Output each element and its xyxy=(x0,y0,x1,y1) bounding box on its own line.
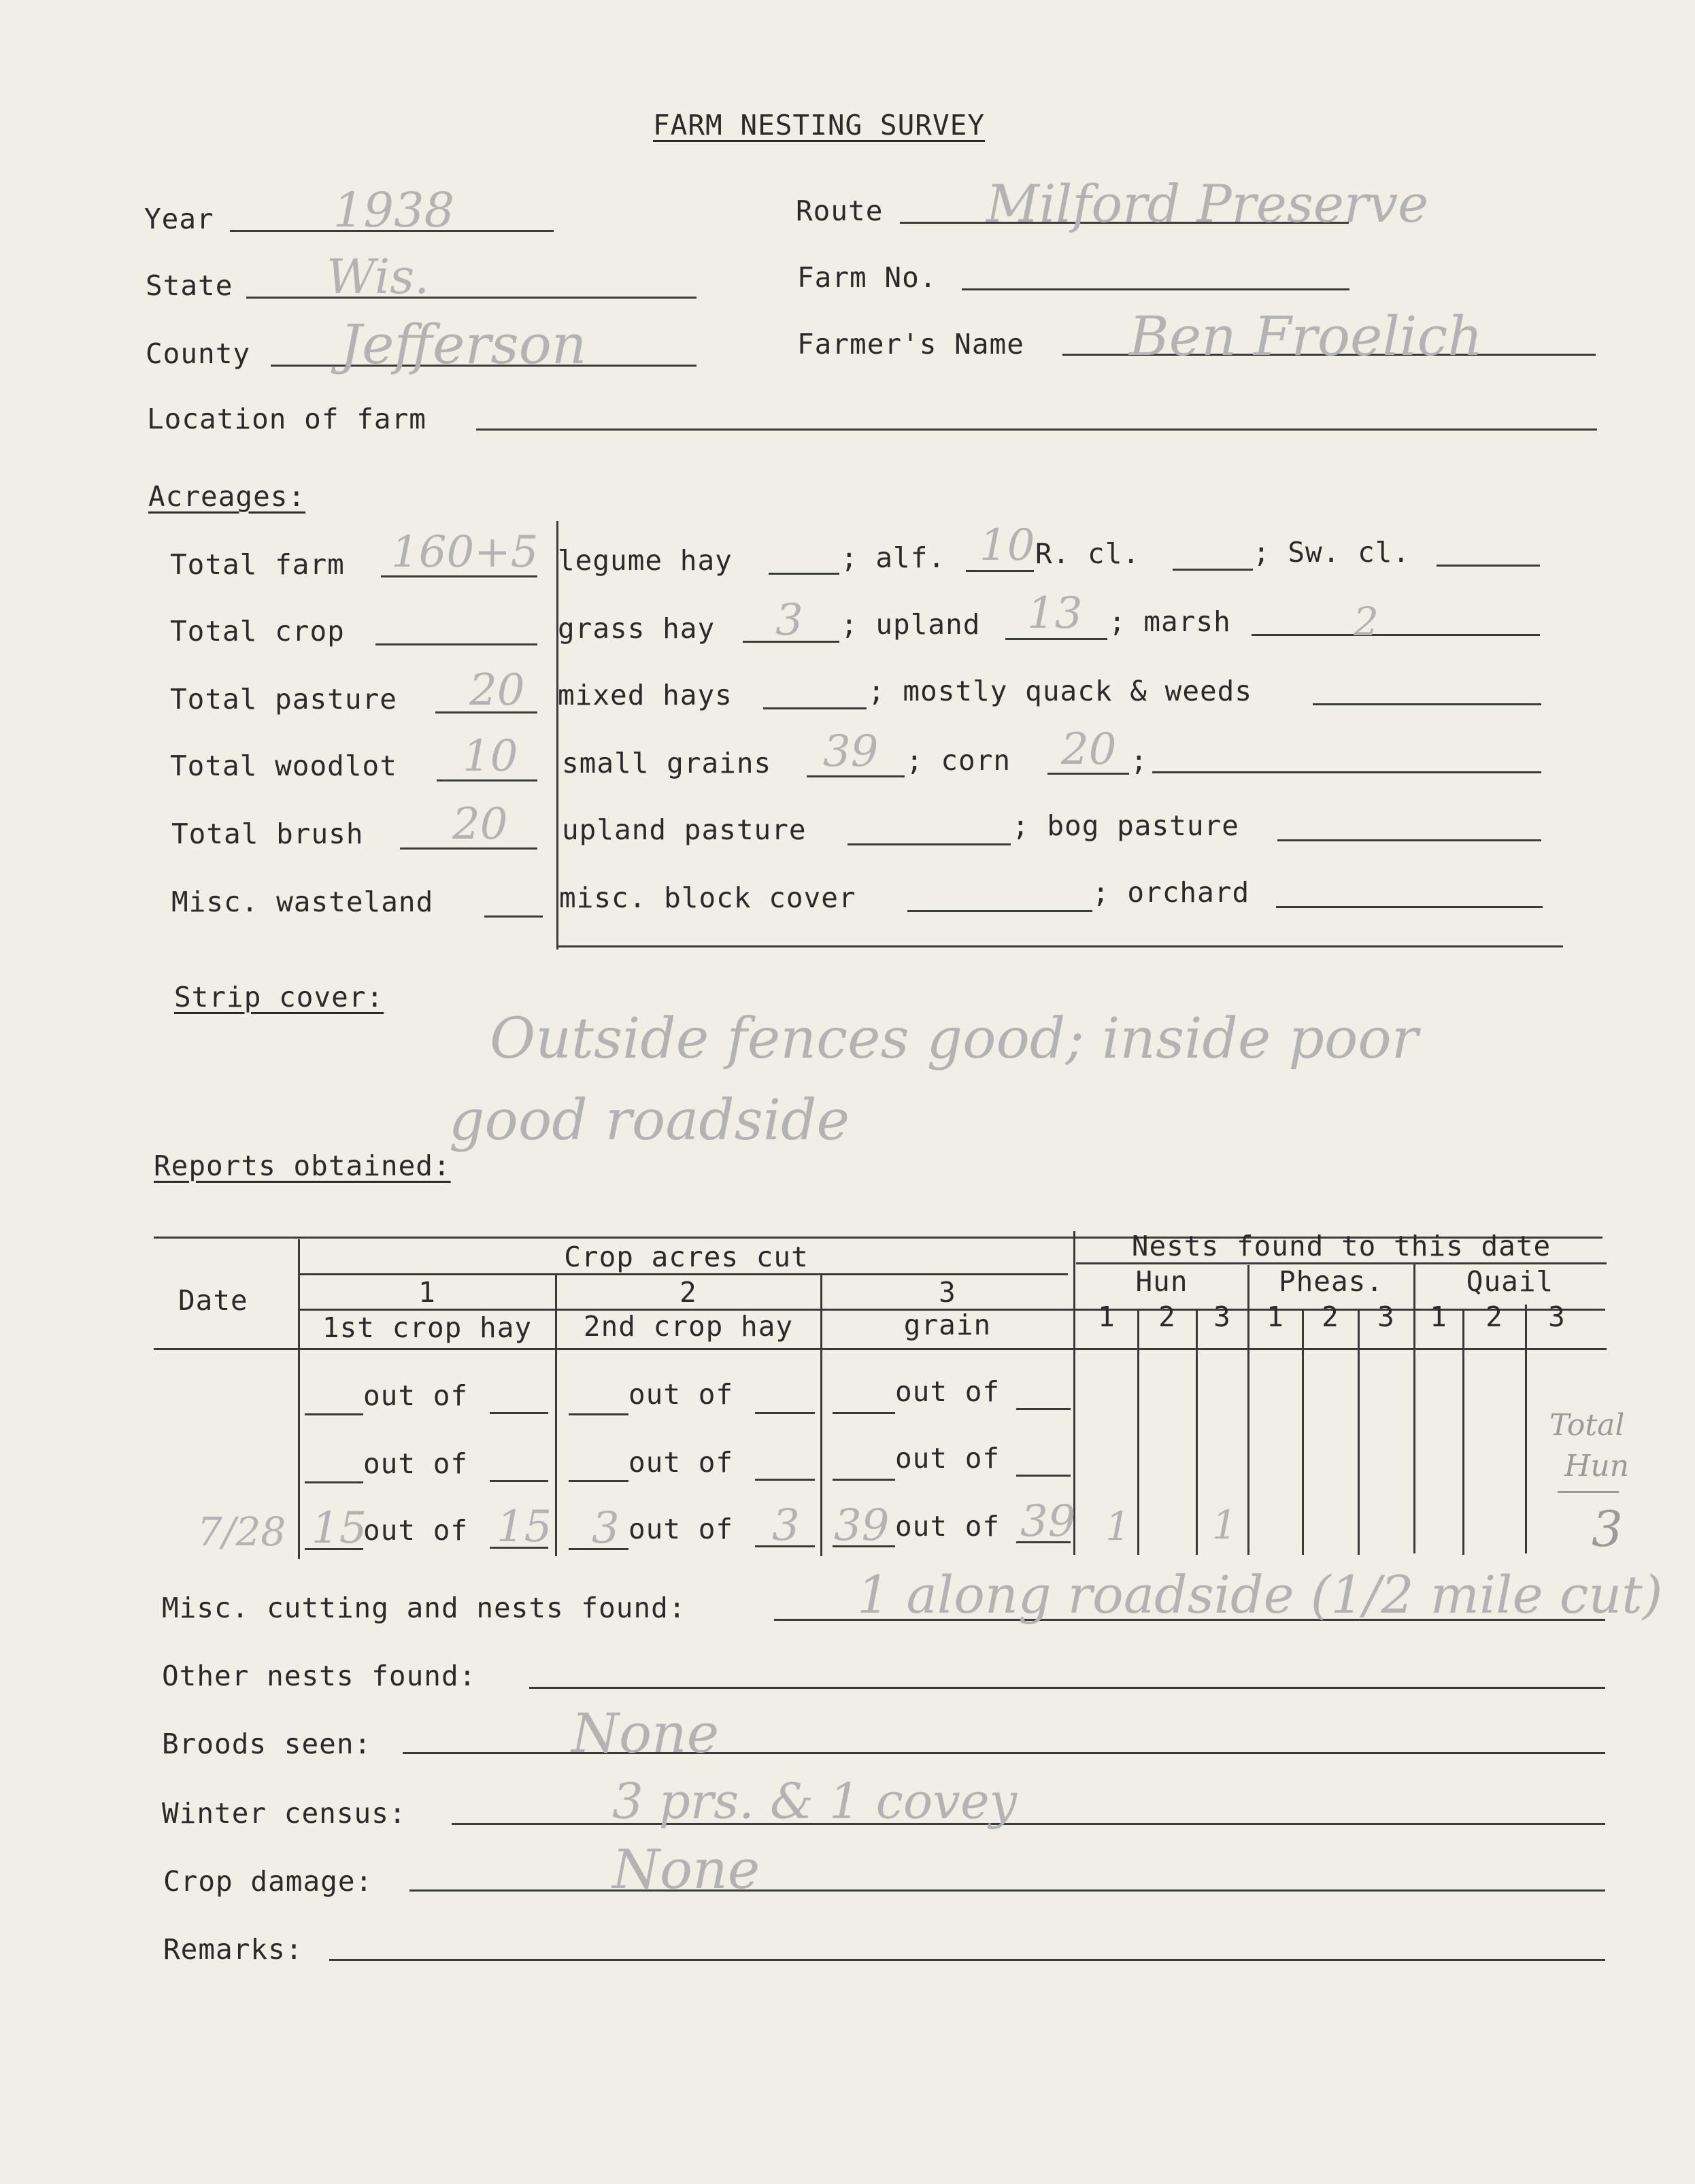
year-label: Year xyxy=(144,203,214,235)
small-grains-value[interactable]: 39 xyxy=(823,726,879,777)
state-value[interactable]: Wis. xyxy=(326,249,430,305)
alf-value[interactable]: 10 xyxy=(979,520,1035,571)
route-value[interactable]: Milford Preserve xyxy=(986,173,1429,234)
row1-col3-of-line xyxy=(1016,1408,1071,1410)
upland-label: ; upland xyxy=(841,608,981,641)
county-label: County xyxy=(146,337,251,370)
crop-col-2-name: 2nd crop hay xyxy=(583,1310,794,1343)
corn-after-label: ; xyxy=(1130,744,1148,777)
row1-col3-cut-line xyxy=(833,1412,895,1414)
row3-col1-cut-value[interactable]: 15 xyxy=(312,1503,367,1553)
broods-seen-value[interactable]: None xyxy=(571,1702,720,1765)
total-crop-line xyxy=(375,643,537,645)
row3-col3-cut-value[interactable]: 39 xyxy=(834,1500,890,1551)
misc-wasteland-label: Misc. wasteland xyxy=(171,886,434,918)
block-cover-line xyxy=(907,910,1092,912)
grass-hay-label: grass hay xyxy=(558,612,716,645)
upland-pasture-label: upland pasture xyxy=(562,813,807,846)
row2-col1-cut-line xyxy=(305,1481,363,1483)
strip-cover-label: Strip cover: xyxy=(174,981,384,1013)
crop-damage-line xyxy=(409,1889,1605,1892)
remarks-label: Remarks: xyxy=(163,1933,303,1966)
row3-col3-out-of: out of xyxy=(895,1510,1001,1543)
row3-col3-of-value[interactable]: 39 xyxy=(1020,1496,1076,1547)
winter-census-value[interactable]: 3 prs. & 1 covey xyxy=(612,1773,1018,1830)
row3-col2-out-of: out of xyxy=(628,1513,734,1545)
reports-obtained-label: Reports obtained: xyxy=(154,1149,451,1182)
row2-col1-out-of: out of xyxy=(363,1447,469,1480)
total-brush-value[interactable]: 20 xyxy=(452,799,508,850)
small-grains-label: small grains xyxy=(562,747,772,779)
total-hun-underline xyxy=(1558,1491,1619,1493)
crop-header-line xyxy=(299,1273,1068,1275)
mixed-hays-label: mixed hays xyxy=(558,679,733,711)
upland-value[interactable]: 13 xyxy=(1027,588,1083,639)
row2-col3-cut-line xyxy=(833,1479,895,1481)
bog-pasture-line xyxy=(1277,839,1541,841)
quail-sub-1: 1 xyxy=(1430,1300,1447,1333)
county-value[interactable]: Jefferson xyxy=(340,313,587,376)
pheas-sub-3: 3 xyxy=(1377,1300,1395,1333)
total-woodlot-value[interactable]: 10 xyxy=(463,731,518,782)
entry-date[interactable]: 7/28 xyxy=(197,1509,286,1555)
location-label: Location of farm xyxy=(147,403,426,435)
nests-found-header: Nests found to this date xyxy=(1131,1230,1551,1262)
farm-no-line xyxy=(962,288,1349,290)
total-pasture-value[interactable]: 20 xyxy=(469,665,525,716)
table-header-bottom-line xyxy=(154,1348,1607,1350)
route-label: Route xyxy=(796,195,884,227)
corn-after-line xyxy=(1152,771,1541,773)
row2-col3-out-of: out of xyxy=(895,1442,1001,1475)
hun-sub-1: 1 xyxy=(1098,1300,1115,1333)
row1-col2-cut-line xyxy=(569,1413,628,1415)
total-farm-label: Total farm xyxy=(170,548,345,581)
crop-damage-value[interactable]: None xyxy=(612,1838,760,1901)
row1-col1-of-line xyxy=(490,1412,548,1414)
row2-col2-cut-line xyxy=(569,1480,628,1482)
broods-seen-label: Broods seen: xyxy=(162,1728,372,1760)
acreages-heading: Acreages: xyxy=(148,480,306,513)
crop-col-1-num: 1 xyxy=(418,1276,436,1309)
year-value[interactable]: 1938 xyxy=(333,182,455,238)
page-title: FARM NESTING SURVEY xyxy=(653,109,985,141)
row2-col2-of-line xyxy=(755,1479,815,1481)
row1-col2-of-line xyxy=(755,1412,815,1414)
alf-label: ; alf. xyxy=(841,541,946,574)
crop-col-1-name: 1st crop hay xyxy=(322,1311,533,1344)
crop-acres-cut-header: Crop acres cut xyxy=(564,1241,809,1273)
quail-sub-3: 3 xyxy=(1548,1300,1566,1333)
total-pasture-label: Total pasture xyxy=(170,683,397,716)
species-hun: Hun xyxy=(1135,1265,1188,1298)
nests-header-line xyxy=(1076,1262,1607,1264)
remarks-line xyxy=(329,1959,1605,1961)
crop-damage-label: Crop damage: xyxy=(163,1865,373,1898)
pheas-sub-1: 1 xyxy=(1266,1300,1284,1333)
r-cl-line xyxy=(1173,569,1253,571)
total-farm-value[interactable]: 160+5 xyxy=(391,527,539,577)
col-divider-hun-2 xyxy=(1196,1309,1198,1555)
hun-sub-2: 2 xyxy=(1158,1300,1176,1333)
species-quail: Quail xyxy=(1466,1265,1554,1298)
legume-hay-line xyxy=(769,573,839,575)
hun-3-value[interactable]: 1 xyxy=(1212,1502,1237,1548)
row3-col1-out-of: out of xyxy=(363,1514,469,1547)
misc-cutting-label: Misc. cutting and nests found: xyxy=(162,1592,686,1624)
row3-col2-of-value[interactable]: 3 xyxy=(772,1500,800,1551)
crop-col-3-name: grain xyxy=(903,1309,992,1341)
hun-1-value[interactable]: 1 xyxy=(1105,1503,1130,1549)
block-cover-label: misc. block cover xyxy=(559,881,856,914)
row1-col2-out-of: out of xyxy=(628,1378,734,1411)
orchard-label: ; orchard xyxy=(1092,876,1250,909)
upland-pasture-line xyxy=(848,843,1011,845)
corn-label: ; corn xyxy=(906,744,1011,777)
pheas-sub-2: 2 xyxy=(1322,1300,1339,1333)
misc-wasteland-line xyxy=(484,915,543,918)
row3-col1-of-value[interactable]: 15 xyxy=(497,1502,552,1552)
row1-col3-out-of: out of xyxy=(895,1375,1001,1408)
total-woodlot-label: Total woodlot xyxy=(170,750,397,782)
misc-cutting-value[interactable]: 1 along roadside (1/2 mile cut) xyxy=(857,1564,1663,1625)
sw-cl-line xyxy=(1437,565,1540,567)
location-line xyxy=(476,429,1597,431)
r-cl-label: R. cl. xyxy=(1035,537,1141,570)
row1-col1-cut-line xyxy=(305,1413,363,1415)
col-divider-quail xyxy=(1525,1305,1527,1553)
row2-col2-out-of: out of xyxy=(628,1446,734,1479)
col-divider-pheas-2 xyxy=(1358,1309,1360,1555)
acreages-bottom-line xyxy=(556,945,1563,947)
strip-cover-note-line1[interactable]: Outside fences good; inside poor xyxy=(490,1007,1418,1071)
col-divider-hun-1 xyxy=(1137,1309,1139,1555)
marsh-value[interactable]: 2 xyxy=(1354,599,1379,645)
row2-col1-of-line xyxy=(490,1480,548,1482)
total-hun-value[interactable]: 3 xyxy=(1592,1500,1623,1558)
state-label: State xyxy=(146,269,233,302)
quail-sub-2: 2 xyxy=(1486,1300,1503,1333)
bog-pasture-label: ; bog pasture xyxy=(1012,809,1239,842)
mostly-quack-label: ; mostly quack & weeds xyxy=(868,675,1253,707)
legume-hay-label: legume hay xyxy=(558,544,733,577)
other-nests-line xyxy=(529,1687,1605,1689)
mostly-quack-line xyxy=(1313,703,1541,705)
col-divider-quail-1 xyxy=(1462,1309,1464,1555)
orchard-line xyxy=(1276,906,1543,908)
marsh-label: ; marsh xyxy=(1109,605,1231,638)
mixed-hays-line xyxy=(763,707,867,709)
row2-col3-of-line xyxy=(1016,1475,1071,1477)
total-hun-label-1: Total xyxy=(1549,1408,1625,1443)
farmer-name-value[interactable]: Ben Froelich xyxy=(1129,305,1483,368)
sw-cl-label: ; Sw. cl. xyxy=(1253,536,1411,569)
total-hun-label-2: Hun xyxy=(1564,1449,1630,1483)
state-line xyxy=(246,297,697,299)
total-crop-label: Total crop xyxy=(170,615,345,648)
winter-census-label: Winter census: xyxy=(162,1797,407,1830)
farm-no-label: Farm No. xyxy=(797,261,937,294)
acreages-divider xyxy=(556,521,558,950)
date-header: Date xyxy=(178,1284,248,1317)
species-pheas: Pheas. xyxy=(1278,1265,1384,1298)
other-nests-label: Other nests found: xyxy=(162,1660,477,1692)
row3-col2-cut-value[interactable]: 3 xyxy=(592,1503,620,1553)
crop-col-3-num: 3 xyxy=(939,1276,956,1309)
crop-col-2-num: 2 xyxy=(679,1276,697,1309)
row1-col1-out-of: out of xyxy=(363,1379,469,1412)
corn-value[interactable]: 20 xyxy=(1061,724,1117,775)
strip-cover-note-line2[interactable]: good roadside xyxy=(449,1088,850,1153)
farmer-name-label: Farmer's Name xyxy=(797,328,1024,360)
col-divider-pheas-1 xyxy=(1302,1309,1304,1555)
grass-hay-value[interactable]: 3 xyxy=(775,595,803,645)
marsh-line xyxy=(1252,634,1540,636)
hun-sub-3: 3 xyxy=(1213,1300,1231,1333)
total-brush-label: Total brush xyxy=(171,818,364,850)
